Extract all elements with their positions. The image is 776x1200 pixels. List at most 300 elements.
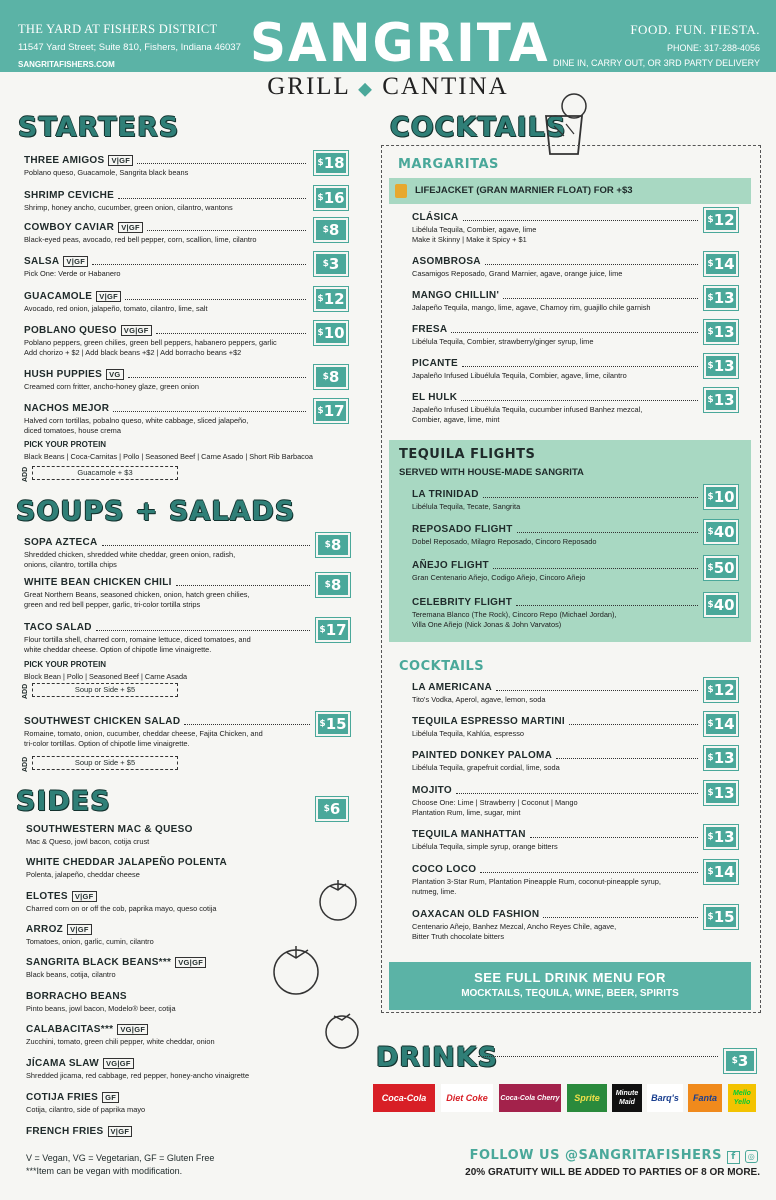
dollar-sign: $: [707, 685, 714, 695]
item-name: GUACAMOLE: [24, 291, 93, 302]
diet-badge: V|GF: [108, 155, 133, 166]
menu-item[interactable]: [412, 750, 702, 773]
brand-logo: Diet Coke: [441, 1084, 493, 1112]
subtitle-right: CANTINA: [382, 73, 509, 100]
item-description: Libélula Tequila, Tecate, Sangrita: [412, 502, 521, 511]
dotted-leader: [118, 192, 306, 199]
service-options: DINE IN, CARRY OUT, OR 3RD PARTY DELIVERY: [552, 58, 760, 68]
dotted-leader: [128, 371, 306, 378]
item-name-row: [412, 597, 702, 608]
menu-item[interactable]: [412, 256, 702, 279]
dollar-sign: $: [707, 867, 714, 877]
brand-logo: Coca-Cola Cherry: [499, 1084, 561, 1112]
price-value: 13: [713, 357, 735, 375]
item-description: Black-eyed peas, avocado, red bell pepper, corn, scallion, lime, cilantro: [24, 235, 257, 244]
price-tag: [314, 252, 348, 276]
dotted-leader: [461, 394, 698, 401]
side-item[interactable]: [26, 957, 296, 980]
side-item[interactable]: [26, 991, 296, 1014]
item-name-row: [26, 1024, 296, 1035]
item-description: Libélula Tequila, Kahlúa, espresso: [412, 729, 525, 738]
item-description: Dobel Reposado, Milagro Reposado, Cincoro Reposado: [412, 537, 597, 546]
menu-item[interactable]: [24, 537, 314, 570]
add-option: Soup or Side + $5: [32, 756, 178, 770]
dollar-sign: $: [317, 406, 324, 416]
item-description: Avocado, red onion, jalapeño, tomato, cilantro, lime, salt: [24, 304, 208, 313]
add-option: Soup or Side + $5: [32, 683, 178, 697]
price-tag: [314, 218, 348, 242]
item-name-row: [26, 1126, 296, 1137]
price-tag: [314, 365, 348, 389]
gratuity-note: 20% GRATUITY WILL BE ADDED TO PARTIES OF 8 OR MORE.: [465, 1167, 760, 1178]
item-description: Japaleño Infused Libuélula Tequila, Combier, agave, lime, cilantro: [412, 371, 627, 380]
item-description: Bitter Truth chocolate bitters: [412, 932, 505, 941]
instagram-icon[interactable]: ◎: [745, 1150, 758, 1163]
dotted-leader: [456, 787, 698, 794]
item-description: Shrimp, honey ancho, cucumber, green onion, cilantro, wantons: [24, 203, 233, 212]
item-description: Libélula Tequila, simple syrup, orange bitters: [412, 842, 558, 851]
cocktails-title: COCKTAILS: [390, 112, 567, 143]
brand-name: SANGRITA: [250, 12, 550, 74]
item-name: MOJITO: [412, 785, 452, 796]
item-name: NACHOS MEJOR: [24, 403, 110, 414]
lifejacket-icon: [395, 184, 407, 198]
menu-item[interactable]: [412, 212, 702, 245]
tagline: FOOD. FUN. FIESTA.: [630, 22, 760, 37]
diet-badge: GF: [102, 1092, 119, 1103]
price-tag: [704, 388, 738, 412]
item-name-row: [24, 537, 314, 548]
diet-badge: V|GF: [118, 222, 143, 233]
dollar-sign: $: [322, 259, 329, 269]
item-description: tri-color tortillas. Option of chipotle lime vinaigrette.: [24, 739, 190, 748]
side-item[interactable]: [26, 1092, 296, 1115]
item-description: onions, cilantro, tortilla chips: [24, 560, 117, 569]
tomato-icon: [318, 1006, 366, 1052]
item-name-row: [26, 857, 296, 868]
dollar-sign: $: [317, 328, 324, 338]
item-name: PAINTED DONKEY PALOMA: [412, 750, 553, 761]
dollar-sign: $: [707, 719, 714, 729]
item-description: green and red bell pepper, garlic, tri-color tortilla strips: [24, 600, 201, 609]
item-description: Tito's Vodka, Aperol, agave, lemon, soda: [412, 695, 546, 704]
item-description: nutmeg, lime.: [412, 887, 457, 896]
dollar-sign: $: [707, 361, 714, 371]
item-name-row: [24, 291, 310, 302]
dollar-sign: $: [707, 293, 714, 303]
protein-title: PICK YOUR PROTEIN: [24, 440, 107, 449]
flights-title: TEQUILA FLIGHTS: [399, 447, 536, 462]
item-name: WHITE BEAN CHICKEN CHILI: [24, 577, 172, 588]
item-name-row: [412, 524, 702, 535]
menu-item[interactable]: [412, 682, 702, 705]
item-name-row: [24, 369, 310, 380]
menu-item[interactable]: [24, 190, 310, 213]
dotted-leader: [113, 405, 306, 412]
item-description: Flour tortilla shell, charred corn, romaine lettuce, diced tomatoes, and: [24, 635, 251, 644]
item-name-row: [26, 957, 296, 968]
brand-subtitle: [250, 73, 526, 102]
price-value: 13: [713, 828, 735, 846]
dotted-leader: [483, 491, 698, 498]
item-name-row: [26, 891, 296, 902]
protein-options: Block Bean | Pollo | Seasoned Beef | Carne Asada: [24, 672, 188, 681]
dollar-sign: $: [707, 600, 714, 610]
menu-item[interactable]: [412, 716, 702, 739]
side-item[interactable]: [26, 1126, 296, 1137]
diet-badge: V|GF: [63, 256, 88, 267]
menu-item[interactable]: [412, 785, 702, 818]
drinks-title: DRINKS: [376, 1042, 499, 1073]
price-tag: [704, 712, 738, 736]
item-description: Choose One: Lime | Strawberry | Coconut | Mango: [412, 798, 578, 807]
item-name-row: [412, 212, 702, 223]
dotted-leader: [463, 214, 698, 221]
diet-legend: V = Vegan, VG = Vegetarian, GF = Gluten Free: [26, 1153, 215, 1163]
drinks-price: $3: [724, 1049, 756, 1073]
dotted-leader: [156, 327, 306, 334]
dollar-sign: $: [707, 912, 714, 922]
item-name: COCO LOCO: [412, 864, 477, 875]
item-description: diced tomatoes, house crema: [24, 426, 121, 435]
menu-item[interactable]: [412, 358, 702, 381]
item-description: Jalapeño Tequila, mango, lime, agave, Chamoy rim, guajillo chile garnish: [412, 303, 651, 312]
item-name: ELOTES: [26, 891, 68, 902]
item-description: Villa One Añejo (Nick Jonas & John Varvatos): [412, 620, 562, 629]
price-value: 17: [323, 402, 345, 420]
add-label: ADD: [22, 756, 29, 772]
price-value: 8: [328, 368, 340, 386]
price-tag: [704, 320, 738, 344]
dotted-leader: [92, 258, 306, 265]
item-name: FRESA: [412, 324, 448, 335]
item-name: SOPA AZTECA: [24, 537, 98, 548]
side-item[interactable]: [26, 857, 296, 880]
item-name: SALSA: [24, 256, 60, 267]
dotted-leader: [451, 326, 698, 333]
diet-badge: VG|GF: [103, 1058, 134, 1069]
item-description: Pinto beans, jowl bacon, Modelo® beer, cotija: [26, 1004, 176, 1013]
dotted-leader: [96, 624, 310, 631]
item-description: Casamigos Reposado, Grand Marnier, agave, orange juice, lime: [412, 269, 623, 278]
item-name: THREE AMIGOS: [24, 155, 105, 166]
dotted-leader: [480, 866, 698, 873]
dollar-sign: $: [322, 225, 329, 235]
tomato-icon: [266, 940, 328, 998]
price-tag: [704, 252, 738, 276]
item-name-row: [24, 622, 314, 633]
item-name-row: [412, 324, 702, 335]
diet-badge: V|GF: [108, 1126, 133, 1137]
price-tag: [316, 533, 350, 557]
dotted-leader: [485, 258, 698, 265]
price-tag: [704, 286, 738, 310]
website-link[interactable]: SANGRITAFISHERS.COM: [18, 60, 115, 69]
menu-item[interactable]: [412, 392, 702, 425]
full-drink-menu-banner[interactable]: [389, 962, 751, 1010]
vegan-note: ***Item can be vegan with modification.: [26, 1166, 183, 1176]
price-tag: [314, 321, 348, 345]
add-label: ADD: [22, 683, 29, 699]
menu-item[interactable]: [24, 155, 310, 178]
dotted-leader: [147, 224, 306, 231]
item-name-row: [412, 909, 702, 920]
menu-item[interactable]: [412, 290, 702, 313]
item-description: Centenario Añejo, Banhez Mezcal, Ancho Reyes Chile, agave,: [412, 922, 617, 931]
dotted-leader: [102, 539, 311, 546]
protein-title: PICK YOUR PROTEIN: [24, 660, 107, 669]
item-description: Halved corn tortillas, pobalno queso, white cabbage, sliced jalapeño,: [24, 416, 249, 425]
item-name: TEQUILA MANHATTAN: [412, 829, 526, 840]
item-name: OAXACAN OLD FASHION: [412, 909, 540, 920]
price-value: 13: [713, 749, 735, 767]
side-item[interactable]: [26, 924, 296, 947]
side-item[interactable]: [26, 891, 296, 914]
price-value: 50: [713, 559, 735, 577]
dotted-leader: [184, 718, 310, 725]
dollar-sign: $: [707, 259, 714, 269]
item-name: AÑEJO FLIGHT: [412, 560, 489, 571]
menu-item[interactable]: [412, 560, 702, 583]
item-name-row: [412, 785, 702, 796]
diet-badge: VG|GF: [117, 1024, 148, 1035]
menu-item[interactable]: [24, 403, 310, 436]
menu-item[interactable]: [24, 622, 314, 655]
item-description: Libélula Tequila, Combier, agave, lime: [412, 225, 537, 234]
price-value: 14: [713, 255, 735, 273]
item-description: Creamed corn fritter, ancho-honey glaze, green onion: [24, 382, 200, 391]
dotted-leader: [569, 718, 698, 725]
price-tag: [704, 678, 738, 702]
dollar-sign: $: [707, 563, 714, 573]
diet-badge: VG|GF: [121, 325, 152, 336]
item-description: Poblano peppers, green chilies, green bell peppers, habanero peppers, garlic: [24, 338, 277, 347]
price-tag: [314, 186, 348, 210]
item-description: Libélula Tequila, Combier, strawberry/ginger syrup, lime: [412, 337, 594, 346]
price-value: 18: [323, 154, 345, 172]
dollar-sign: $: [707, 395, 714, 405]
dollar-sign: $: [317, 294, 324, 304]
item-name-row: [24, 716, 314, 727]
diamond-icon: ◆: [358, 78, 374, 99]
item-description: Romaine, tomato, onion, cucumber, cheddar cheese, Fajita Chicken, and: [24, 729, 263, 738]
flights-subtitle: SERVED WITH HOUSE-MADE SANGRITA: [399, 467, 584, 478]
item-name-row: [26, 991, 296, 1002]
price-tag: [316, 573, 350, 597]
item-name: LA AMERICANA: [412, 682, 493, 693]
item-description: Libélula Tequila, grapefruit cordial, lime, soda: [412, 763, 560, 772]
item-name: ARROZ: [26, 924, 64, 935]
item-name-row: [26, 924, 296, 935]
sides-price: $6: [316, 797, 348, 821]
brand-logo: Barq's: [647, 1084, 683, 1112]
item-name: SOUTHWESTERN MAC & QUESO: [26, 824, 193, 835]
item-name: CLÁSICA: [412, 212, 459, 223]
dotted-leader: [493, 562, 698, 569]
dotted-leader: [503, 292, 698, 299]
item-name: COTIJA FRIES: [26, 1092, 99, 1103]
menu-item[interactable]: [412, 324, 702, 347]
dollar-sign: $: [707, 527, 714, 537]
starters-title: STARTERS: [18, 112, 180, 143]
price-value: 14: [713, 715, 735, 733]
item-name: PICANTE: [412, 358, 458, 369]
item-name-row: [412, 716, 702, 727]
price-value: 40: [713, 596, 735, 614]
item-name: REPOSADO FLIGHT: [412, 524, 513, 535]
cta-line-2: MOCKTAILS, TEQUILA, WINE, BEER, SPIRITS: [461, 988, 679, 999]
dotted-leader: [543, 911, 698, 918]
facebook-icon[interactable]: f: [727, 1151, 740, 1164]
price-tag: [704, 860, 738, 884]
menu-item[interactable]: [24, 369, 310, 392]
lifejacket-text: LIFEJACKET (GRAN MARNIER FLOAT) FOR +$3: [415, 185, 633, 196]
dollar-sign: $: [322, 372, 329, 382]
item-name-row: [412, 392, 702, 403]
price-tag: [704, 556, 738, 580]
price-value: 15: [325, 715, 347, 733]
dollar-sign: $: [707, 492, 714, 502]
dotted-leader: [517, 526, 698, 533]
item-name: POBLANO QUESO: [24, 325, 117, 336]
item-description: Cotija, cilantro, side of paprika mayo: [26, 1105, 146, 1114]
diet-badge: VG|GF: [175, 957, 206, 968]
price-value: 14: [713, 863, 735, 881]
dotted-leader: [137, 157, 306, 164]
item-description: Gran Centenario Añejo, Codigo Añejo, Cincoro Añejo: [412, 573, 586, 582]
diet-badge: V|GF: [67, 924, 92, 935]
item-description: Japaleño Infused Libuélula Tequila, cucumber infused Banhez mezcal,: [412, 405, 643, 414]
social-follow[interactable]: FOLLOW US @SANGRITAFISHERS f ◎: [470, 1148, 758, 1164]
price-value: 8: [330, 536, 342, 554]
diet-badge: V|GF: [96, 291, 121, 302]
item-description: Pick One: Verde or Habanero: [24, 269, 121, 278]
item-name: TEQUILA ESPRESSO MARTINI: [412, 716, 565, 727]
dollar-sign: $: [707, 753, 714, 763]
menu-item[interactable]: [24, 291, 310, 314]
item-description: Black beans, cotija, cilantro: [26, 970, 116, 979]
price-tag: [704, 593, 738, 617]
item-description: Make it Skinny | Make it Spicy + $1: [412, 235, 527, 244]
price-value: 12: [323, 290, 345, 308]
menu-item[interactable]: [24, 222, 310, 245]
brand-logo: Mello Yello: [728, 1084, 756, 1112]
item-description: white cheddar cheese. Option of chipotle lime vinaigrette.: [24, 645, 212, 654]
item-name: COWBOY CAVIAR: [24, 222, 115, 233]
menu-item[interactable]: [24, 716, 314, 749]
item-name-row: [412, 682, 702, 693]
price-value: 16: [323, 189, 345, 207]
drinks-leader: [478, 1056, 718, 1057]
item-description: Teremana Blanco (The Rock), Cincoro Repo (Michael Jordan),: [412, 610, 617, 619]
item-name-row: [26, 1092, 296, 1103]
price-value: 3: [328, 255, 340, 273]
dotted-leader: [496, 684, 698, 691]
menu-item[interactable]: [412, 864, 702, 897]
dotted-leader: [125, 293, 306, 300]
menu-item[interactable]: [412, 909, 702, 942]
price-tag: [704, 746, 738, 770]
item-name-row: [412, 560, 702, 571]
item-name: BORRACHO BEANS: [26, 991, 127, 1002]
dotted-leader: [556, 752, 698, 759]
menu-item[interactable]: [412, 829, 702, 852]
item-name: SOUTHWEST CHICKEN SALAD: [24, 716, 181, 727]
item-name: SHRIMP CEVICHE: [24, 190, 115, 201]
item-description: Great Northern Beans, seasoned chicken, onion, hatch green chilies,: [24, 590, 250, 599]
item-description: Charred corn on or off the cob, paprika mayo, queso cotija: [26, 904, 217, 913]
menu-item[interactable]: [24, 256, 310, 279]
item-name: FRENCH FRIES: [26, 1126, 104, 1137]
price-value: 12: [713, 681, 735, 699]
dollar-sign: $: [707, 832, 714, 842]
menu-item[interactable]: [24, 325, 310, 358]
header-info: [553, 22, 760, 68]
cocktails-subtitle: COCKTAILS: [399, 659, 485, 674]
item-name-row: [412, 864, 702, 875]
item-name-row: [24, 155, 310, 166]
item-name-row: [24, 325, 310, 336]
menu-item[interactable]: [412, 524, 702, 547]
side-item[interactable]: [26, 1024, 296, 1047]
item-description: Zucchini, tomato, green chili pepper, white cheddar, onion: [26, 1037, 215, 1046]
price-value: 10: [713, 488, 735, 506]
address: 11547 Yard Street; Suite 810, Fishers, Indiana 46037: [18, 42, 241, 53]
menu-item[interactable]: [24, 577, 314, 610]
item-name: EL HULK: [412, 392, 458, 403]
soups-title: SOUPS + SALADS: [16, 496, 296, 527]
price-value: 15: [713, 908, 735, 926]
add-option: Guacamole + $3: [32, 466, 178, 480]
item-name: CELEBRITY FLIGHT: [412, 597, 513, 608]
price-value: 10: [323, 324, 345, 342]
brand-logo: Minute Maid: [612, 1084, 642, 1112]
header-location: [18, 22, 241, 69]
price-value: 13: [713, 289, 735, 307]
lifejacket-banner: [389, 178, 751, 204]
dotted-leader: [530, 831, 698, 838]
price-tag: [314, 399, 348, 423]
item-name-row: [412, 256, 702, 267]
side-item[interactable]: [26, 1058, 296, 1081]
item-description: Add chorizo + $2 | Add black beans +$2 | Add borracho beans +$2: [24, 348, 242, 357]
side-item[interactable]: [26, 824, 296, 847]
menu-item[interactable]: [412, 597, 702, 630]
price-value: 17: [325, 621, 347, 639]
dollar-sign: $: [319, 625, 326, 635]
dollar-sign: $: [319, 719, 326, 729]
price-tag: [704, 485, 738, 509]
item-description: Shredded chicken, shredded white cheddar, green onion, radish,: [24, 550, 236, 559]
price-value: 13: [713, 391, 735, 409]
price-tag: [316, 712, 350, 736]
dollar-sign: $: [324, 540, 331, 550]
diet-badge: VG: [106, 369, 123, 380]
price-value: 13: [713, 784, 735, 802]
item-name-row: [24, 403, 310, 414]
item-name-row: [24, 222, 310, 233]
dotted-leader: [462, 360, 698, 367]
price-tag: [704, 905, 738, 929]
diet-badge: V|GF: [72, 891, 97, 902]
item-name: CALABACITAS***: [26, 1024, 114, 1035]
item-name: SANGRITA BLACK BEANS***: [26, 957, 172, 968]
price-tag: [314, 287, 348, 311]
price-value: 8: [330, 576, 342, 594]
menu-item[interactable]: [412, 489, 702, 512]
item-name: WHITE CHEDDAR JALAPEÑO POLENTA: [26, 857, 228, 868]
price-tag: [704, 781, 738, 805]
